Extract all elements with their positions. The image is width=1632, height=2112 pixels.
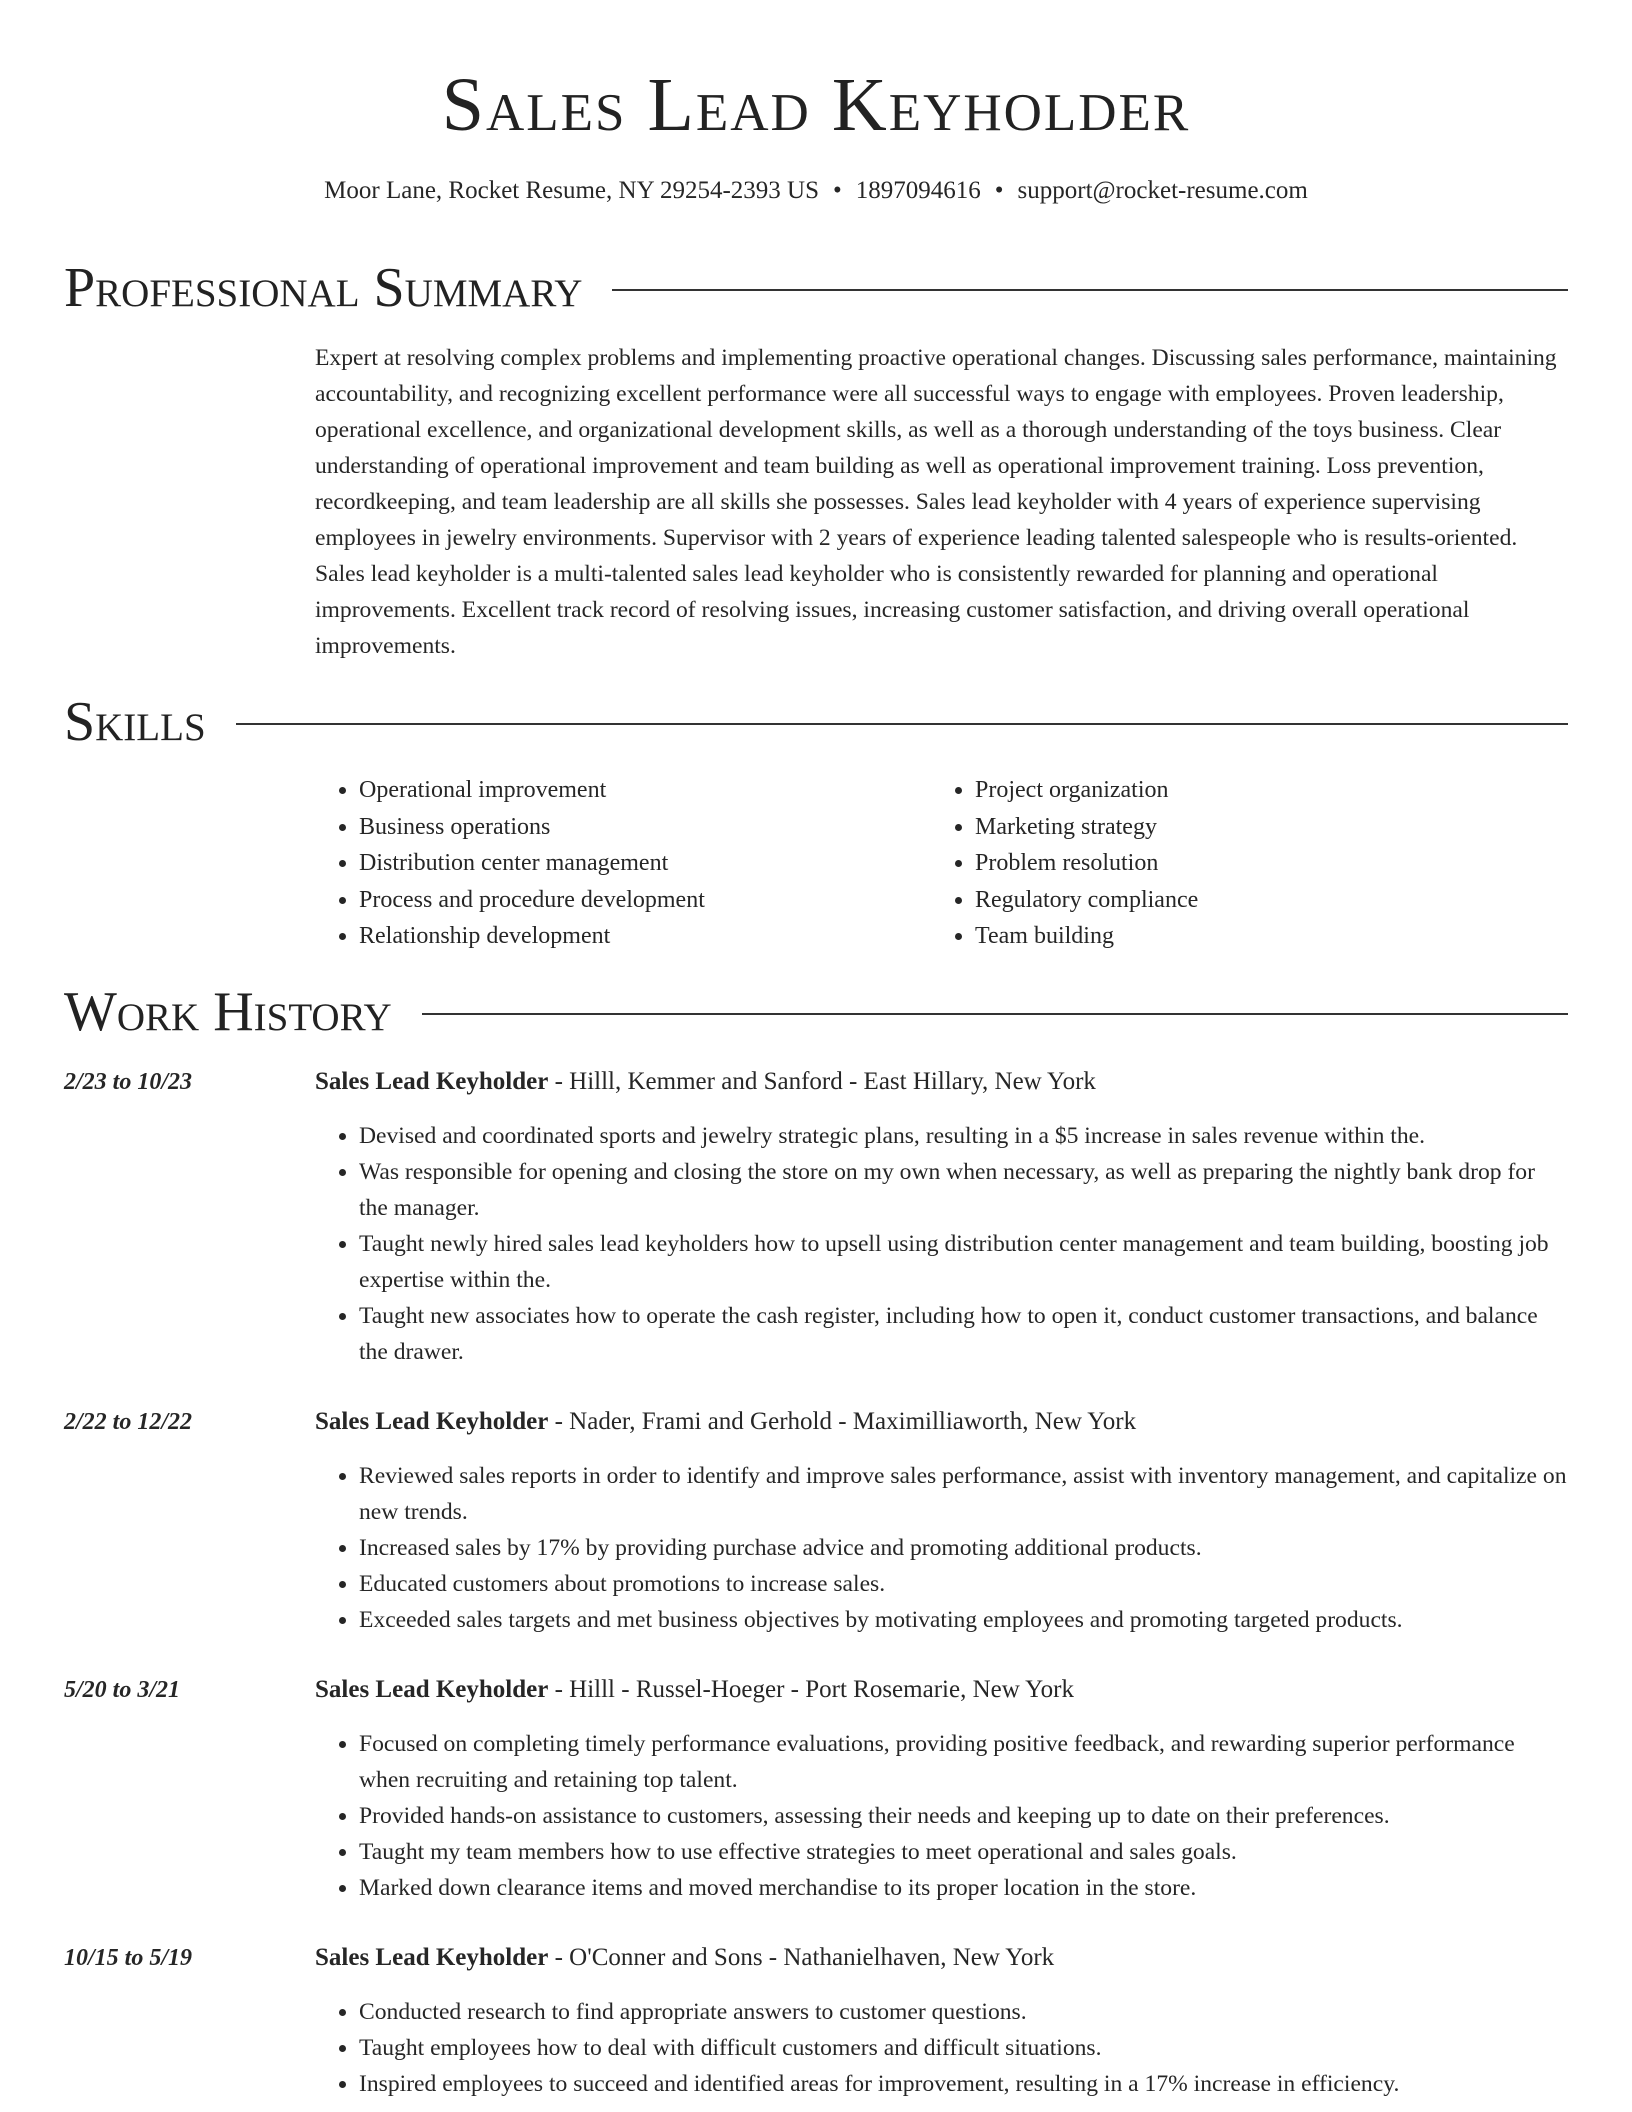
- job-dates: 2/23 to 10/23: [64, 1069, 193, 1095]
- section-divider: [236, 723, 1568, 725]
- contact-separator: •: [994, 177, 1004, 204]
- job-title: Sales Lead Keyholder: [315, 1944, 549, 1971]
- job-dates: 5/20 to 3/21: [64, 1677, 181, 1703]
- section-divider: [612, 289, 1568, 291]
- job-bullet: • Taught my team members how to use effective strategies to meet operational and sales goals.: [359, 1834, 1568, 1870]
- resume-name: Sales Lead Keyholder: [441, 63, 1191, 147]
- job-bullets: [315, 1458, 1568, 1638]
- job-title: Sales Lead Keyholder: [315, 1068, 549, 1095]
- contact-address: Moor Lane, Rocket Resume, NY 29254-2393 US: [324, 177, 819, 204]
- job-title: Sales Lead Keyholder: [315, 1676, 549, 1703]
- job-bullets: [315, 1994, 1568, 2102]
- job-header: [315, 1064, 1096, 1100]
- skills-column-left: [315, 772, 931, 955]
- job-bullet: • Devised and coordinated sports and jewelry strategic plans, resulting in a $5 increase in sales revenue within the.: [359, 1118, 1568, 1154]
- job-bullet: • Was responsible for opening and closing the store on my own when necessary, as well as preparing the nightly bank drop for the manager.: [359, 1154, 1568, 1226]
- job-bullet: • Taught employees how to deal with difficult customers and difficult situations.: [359, 2030, 1568, 2066]
- skills-column-right: [931, 772, 1547, 955]
- job-company-location: - Hilll, Kemmer and Sanford - East Hillary, New York: [548, 1068, 1096, 1095]
- job-header: [315, 1672, 1074, 1708]
- work-section-header: [64, 982, 1568, 1042]
- work-section-title: Work History: [64, 981, 392, 1043]
- skill-item: • Distribution center management: [359, 845, 931, 882]
- job-dates: 10/15 to 5/19: [64, 1945, 193, 1971]
- skill-item: • Problem resolution: [975, 845, 1547, 882]
- summary-section-title: Professional Summary: [64, 257, 583, 319]
- contact-separator: •: [833, 177, 842, 204]
- skill-item: • Business operations: [359, 809, 931, 846]
- job-bullets: [315, 1726, 1568, 1906]
- job-bullet: • Marked down clearance items and moved merchandise to its proper location in the store.: [359, 1870, 1568, 1906]
- job-bullet: • Taught newly hired sales lead keyholders how to upsell using distribution center management and team building, boosting job expertise within the.: [359, 1226, 1568, 1298]
- job-bullet: • Reviewed sales reports in order to identify and improve sales performance, assist with inventory management, and capitalize on new trends.: [359, 1458, 1568, 1530]
- section-divider: [422, 1013, 1568, 1015]
- job-company-location: - Nader, Frami and Gerhold - Maximilliaworth, New York: [548, 1408, 1137, 1435]
- job-bullet: • Taught new associates how to operate the cash register, including how to open it, conduct customer transactions, and balance the drawer.: [359, 1298, 1568, 1370]
- skill-item: • Relationship development: [359, 918, 931, 955]
- contact-email: support@rocket-resume.com: [1017, 177, 1308, 204]
- job-bullet: • Focused on completing timely performance evaluations, providing positive feedback, and rewarding superior performance when recruiting and retaining top talent.: [359, 1726, 1568, 1798]
- job-bullet: • Increased sales by 17% by providing purchase advice and promoting additional products.: [359, 1530, 1568, 1566]
- skills-list: [315, 772, 1568, 955]
- job-title: Sales Lead Keyholder: [315, 1408, 549, 1435]
- job-bullet: • Inspired employees to succeed and identified areas for improvement, resulting in a 17% increase in efficiency.: [359, 2066, 1568, 2102]
- job-dates: 2/22 to 12/22: [64, 1409, 193, 1435]
- job-bullet: • Provided hands-on assistance to customers, assessing their needs and keeping up to date on their preferences.: [359, 1798, 1568, 1834]
- summary-text: Expert at resolving complex problems and implementing proactive operational changes. Discussing sales performance, maintaining accountability, and recognizing excellent performance were all successful ways to engage with employees. Proven leadership, operational excellence, and organizational development skills, as well as a thorough understanding of the toys business. Clear understanding of operational improvement and team building as well as operational improvement training. Loss prevention, recordkeeping, and team leadership are all skills she possesses. Sales lead keyholder with 4 years of experience supervising employees in jewelry environments. Supervisor with 2 years of experience leading talented salespeople who is results-oriented. Sales lead keyholder is a multi-talented sales lead keyholder who is consistently rewarded for planning and operational improvements. Excellent track record of resolving issues, increasing customer satisfaction, and driving overall operational improvements.: [315, 345, 1557, 659]
- skill-item: • Process and procedure development: [359, 882, 931, 919]
- skill-item: • Team building: [975, 918, 1547, 955]
- skills-section-header: [64, 692, 1568, 752]
- summary-section-header: [64, 258, 1568, 318]
- job-company-location: - O'Conner and Sons - Nathanielhaven, New York: [548, 1944, 1055, 1971]
- skill-item: • Project organization: [975, 772, 1547, 809]
- job-header: [315, 1404, 1136, 1440]
- job-header: [315, 1940, 1054, 1976]
- contact-phone: 1897094616: [855, 177, 981, 204]
- job-bullet: • Conducted research to find appropriate answers to customer questions.: [359, 1994, 1568, 2030]
- skill-item: • Regulatory compliance: [975, 882, 1547, 919]
- contact-line: [0, 174, 1632, 208]
- job-company-location: - Hilll - Russel-Hoeger - Port Rosemarie, New York: [548, 1676, 1074, 1703]
- skills-section-title: Skills: [64, 691, 206, 753]
- job-bullet: • Exceeded sales targets and met business objectives by motivating employees and promoting targeted products.: [359, 1602, 1568, 1638]
- job-bullet: • Educated customers about promotions to increase sales.: [359, 1566, 1568, 1602]
- skill-item: • Marketing strategy: [975, 809, 1547, 846]
- job-bullets: [315, 1118, 1568, 1370]
- skill-item: • Operational improvement: [359, 772, 931, 809]
